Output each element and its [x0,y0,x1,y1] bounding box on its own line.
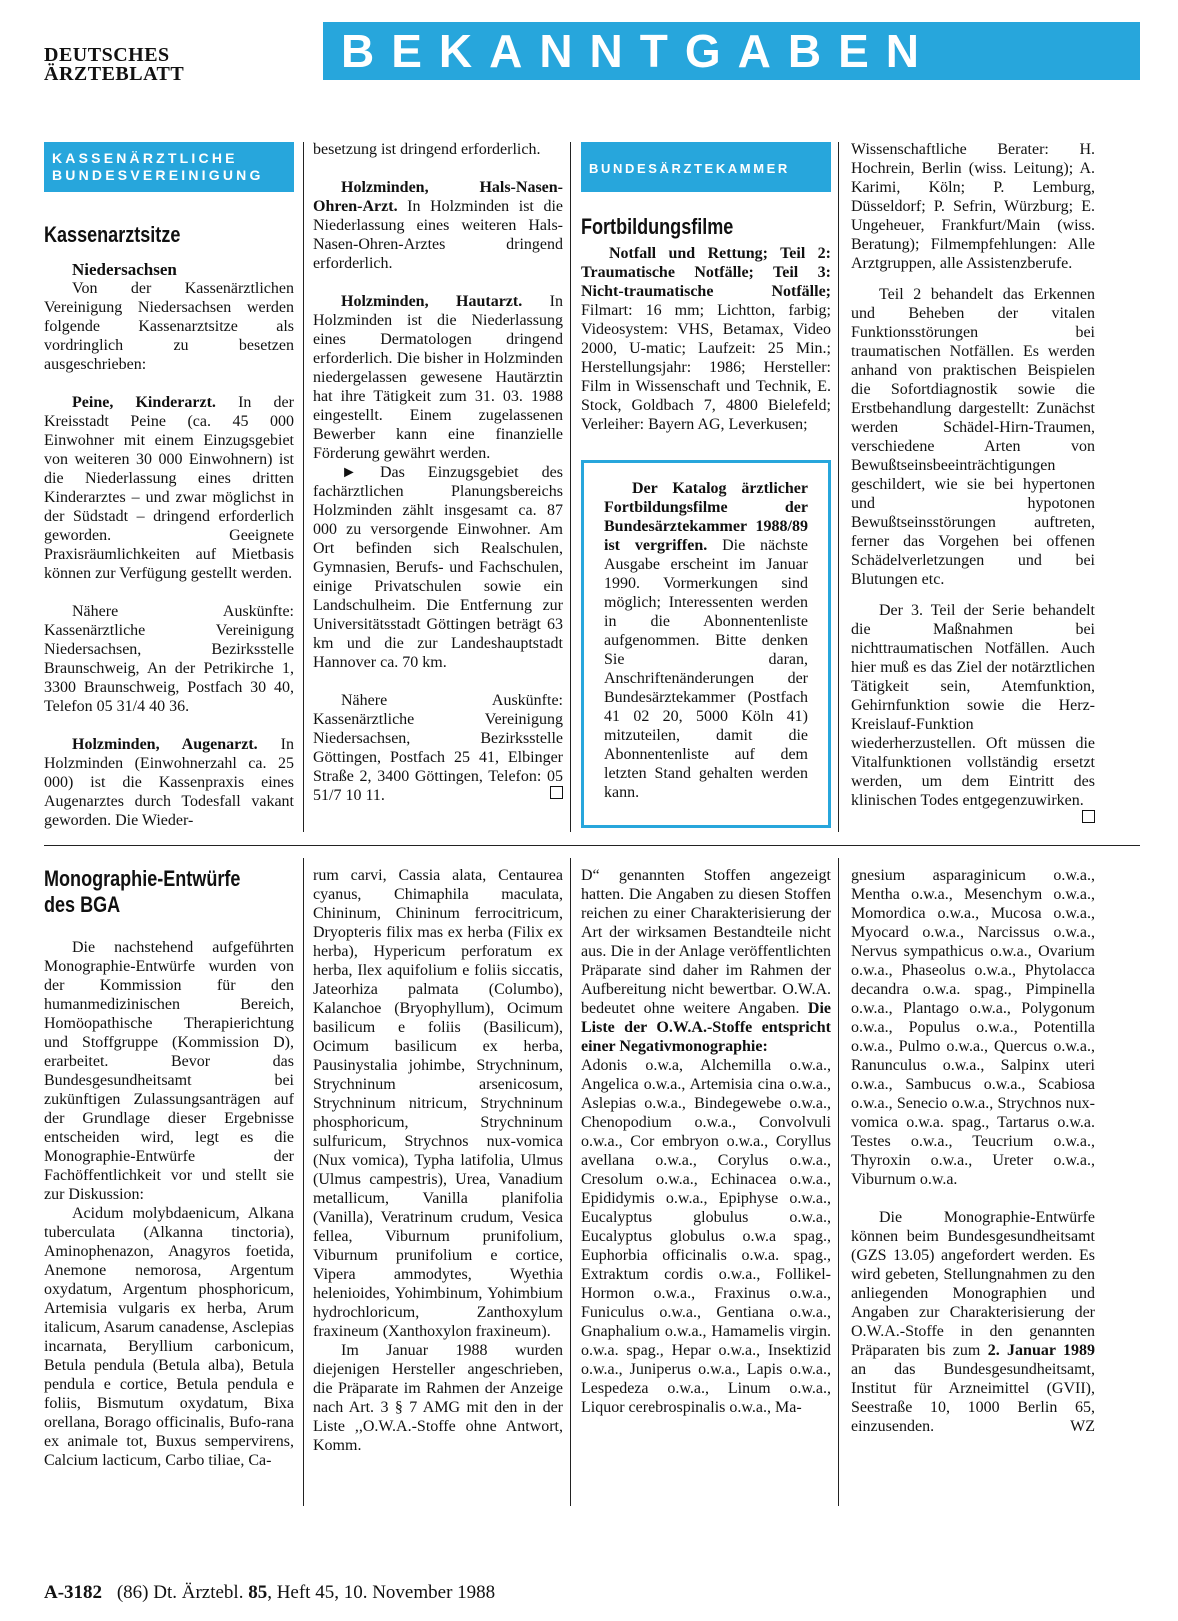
masthead-line2: ÄRZTEBLATT [44,63,185,85]
section-badge-baek [581,142,831,192]
paragraph: Im Januar 1988 wurden diejenigen Hersteller angeschrieben, die Präparate im Rahmen der Anzeige nach Art. 3 § 7 AMG mit den in der Liste ,,O.W.A.-Stoffe ohne Antwort, Komm. [313,1342,563,1454]
masthead-line1: DEUTSCHES [44,44,170,66]
article-monographie-col4 [851,866,1095,1436]
paragraph: besetzung ist dringend erforderlich. [313,141,541,158]
paragraph: Wissenschaftliche Berater: H. Hochrein, Berlin (wiss. Leitung); A. Karimi, Köln; P. Lemburg, Düsseldorf; P. Sefrin, Würzburg; E. Ungeheuer, Frankfurt/Main (wiss. Beratung); Filmempfehlungen: Alle Arztgruppen, alle Assistenzberufe. [851,141,1095,272]
article-kassenarztsitze [44,222,294,830]
paragraph [581,866,831,1056]
badge-line1: KASSENÄRZTLICHE [52,150,238,166]
masthead-logo [44,46,184,84]
section-badge-kbv [44,142,294,192]
lead-text: Peine, Kinderarzt. [72,394,216,411]
footer-journal: (86) Dt. Ärztebl. [116,1582,244,1603]
article-heading-line2: des BGA [44,892,121,917]
column-rule [303,858,304,1506]
article-heading: Monographie-Entwürfe [44,866,241,891]
column-rule [838,142,839,832]
lead-text: 2. Januar 1989 [987,1342,1096,1359]
paragraph [313,178,563,273]
body-text: In Holzminden (Einwohnerzahl ca. 25 000) ist die Kassenpraxis eines Augenarztes durch Todesfall vakant geworden. Die Wieder- [44,736,294,829]
lead-text: Die Liste der O.W.A.-Stoffe entspricht einer Negativmonographie: [581,1000,831,1055]
paragraph [313,691,563,805]
section-banner [323,22,1140,80]
body-text: Filmart: 16 mm; Lichtton, farbig; Videosystem: VHS, Betamax, Video 2000, U-matic; Laufzeit: 25 Min.; Herstellungsjahr: 1986; Hersteller: Film in Wissenschaft und Technik, E. Stock, Goldbach 7, 4800 Bielefeld; Verleiher: Bayern AG, Leverkusen; [581,302,831,433]
paragraph [44,393,294,583]
paragraph: Von der Kassenärztlichen Vereinigung Niedersachsen werden folgende Kassenarztsitze als vordringlich zu besetzen ausgeschrieben: [44,280,294,373]
paragraph [313,292,563,463]
article-monographie-col2 [313,866,563,1455]
paragraph: ► Das Einzugsgebiet des fachärztlichen Planungsbereichs Holzminden zählt insgesamt ca. 87 000 zu versorgende Einwohner. Am Ort befinden sich Realschulen, Gymnasien, Berufs- und Fachschulen, einige Privatschulen sowie ein Landschulheim. Die Entfernung zur Universitätsstadt Göttingen beträgt 63 km und die zur Landeshauptstadt Hannover ca. 70 km. [313,464,563,671]
column-rule [570,142,571,832]
article-heading: Kassenarztsitze [44,222,181,247]
article-heading: Fortbildungsfilme [581,214,734,239]
body-text: D“ genannten Stoffen angezeigt hatten. Die Angaben zu diesen Stoffen reichen zu einer Charakterisierung der Art der wirksamen Bestandteile nicht aus. Die in der Anlage veröffentlichten Präparate sind daher im Rahmen der Aufbereitung nicht bewertbar. O.W.A. bedeutet ohne weitere Angaben. [581,867,831,1017]
paragraph [44,735,294,830]
article-fortbildungsfilme [581,214,831,434]
body-text: Der 3. Teil der Serie behandelt die Maßnahmen bei nichttraumatischen Notfällen. Auch hier muß es das Ziel der notärztlichen Tätigkeit sein, Atemfunktion, Gehirnfunktion sowie die Herz-Kreislauf-Funktion wiederherzustellen. Oft müssen die Vitalfunktionen vollständig ersetzt werden, um dem Eintritt des klinischen Todes entgegenzuwirken. [851,602,1095,809]
body-text: Nähere Auskünfte: Kassenärztliche Vereinigung Niedersachsen, Bezirksstelle Göttingen, Postfach 25 41, Elbinger Straße 2, 3400 Göttingen, Telefon: 05 51/7 10 11. [313,692,563,804]
lead-text: Holzminden, Hautarzt. [341,293,523,310]
body-text: In der Kreisstadt Peine (ca. 45 000 Einwohner mit einem Einzugsgebiet von weiteren 30 000 Einwohnern) ist die Niederlassung eines dritten Kinderarztes – und zwar möglichst in der Südstadt – dringend erforderlich geworden. Geeignete Praxisräumlichkeiten auf Mietbasis können zur Verfügung gestellt werden. [44,394,294,582]
paragraph [851,601,1095,810]
katalog-notice-box [581,460,831,828]
substance-list: Adonis o.w.a, Alchemilla o.w.a., Angelica o.w.a., Artemisia cina o.w.a., Aslepias o.w.a., Bindegewebe o.w.a., Chenopodium o.w.a., Convolvuli o.w.a., Cor embryon o.w.a., Coryllus avellana o.w.a., Corylus o.w.a., Cresolum o.w.a., Echinacea o.w.a., Epididymis o.w.a., Epiphyse o.w.a., Eucalyptus globulus o.w.a., Eucalyptus globulus o.w.a spag., Euphorbia officinalis o.w.a. spag., Extraktum cordis o.w.a., Follikel-Hormon o.w.a., Fraxinus o.w.a., Funiculus o.w.a., Gentiana o.w.a., Gnaphalium o.w.a., Hamamelis virgin. o.w.a. spag., Hepar o.w.a., Insektizid o.w.a., Juniperus o.w.a., Lapis o.w.a., Lespedeza o.w.a., Linum o.w.a., Liquor cerebrospinalis o.w.a., Ma- [581,1057,831,1416]
paragraph [851,1208,1095,1436]
lead-text: Holzminden, Hals-Nasen-Ohren-Arzt. [313,179,563,215]
article-monographie-col3 [581,866,831,1417]
badge-line1: BUNDESÄRZTEKAMMER [589,161,790,176]
body-text: In Holzminden ist die Niederlassung eines weiteren Hals-Nasen-Ohren-Arztes dringend erforderlich. [313,198,563,272]
footer-issue: , Heft 45, 10. November 1988 [267,1582,496,1603]
footer-volume: 85 [248,1582,268,1603]
paragraph [604,479,808,802]
article-fortbildungsfilme-cont [851,140,1095,823]
body-text: In Holzminden ist die Niederlassung eines Dermatologen dringend erforderlich. Die bisher in Holzminden niedergelassen gewesene Hautärztin hat ihre Tätigkeit zum 31. 03. 1988 eingestellt. Einem zugelassenen Bewerber kann eine finanzielle Förderung gewährt werden. [313,293,563,462]
substance-list: gnesium asparaginicum o.w.a., Mentha o.w.a., Mesenchym o.w.a., Momordica o.w.a., Mucosa o.w.a., Myocard o.w.a., Narcissus o.w.a., Nervus sympathicus o.w.a., Ovarium o.w.a., Phaseolus o.w.a., Phytolacca decandra o.w.a. spag., Pimpinella o.w.a., Plantago o.w.a., Polygonum o.w.a., Populus o.w.a., Potentilla o.w.a., Pulmo o.w.a., Quercus o.w.a., Ranunculus o.w.a., Salpinx uteri o.w.a., Sambucus o.w.a., Scabiosa o.w.a., Senecio o.w.a., Strychnos nux-vomica o.w.a. spag., Tartarus o.w.a. Testes o.w.a., Teucrium o.w.a., Thyroxin o.w.a., Ureter o.w.a., Viburnum o.w.a. [851,867,1095,1188]
substance-list: Acidum molybdaenicum, Alkana tuberculata (Alkanna tinctoria), Aminophenazon, Anagyros foetida, Anemone nemorosa, Argentum oxydatum, Argentum phosphoricum, Artemisia vulgaris ex herba, Arum italicum, Asarum canadense, Asclepias incarnata, Beryllium carbonicum, Betula pendula (Betula alba), Betula pendula e cortice, Betula pendula e foliis, Bismutum oxydatum, Bixa orellana, Borago officinalis, Bufo-rana ex animale tot, Buxus sempervirens, Calcium lacticum, Carbo tiliae, Ca- [44,1205,294,1469]
page-number: A-3182 [44,1582,103,1603]
banner-title: BEKANNTGABEN [341,25,936,77]
article-monographie-col1 [44,866,294,1470]
body-text: Die nächste Ausgabe erscheint im Januar 1990. Vormerkungen sind möglich; Interessenten werden in die Abonnentenliste aufgenommen. Bitte denken Sie daran, Anschriftenänderungen der Bundesärztekammer (Postfach 41 02 20, 5000 Köln 41) mitzuteilen, damit die Abonnentenliste auf dem letzten Stand gehalten werden kann. [604,537,809,801]
column-rule [570,858,571,1506]
paragraph [581,244,831,434]
body-text: an das Bundesgesundheitsamt, Institut für Arzneimittel (GVII), Seestraße 10, 1000 Berlin 65, einzusenden. [851,1361,1095,1435]
paragraph: Nähere Auskünfte: Kassenärztliche Vereinigung Niedersachsen, Bezirksstelle Braunschweig, An der Petrikirche 1, 3300 Braunschweig, Postfach 30 40, Telefon 05 31/4 40 36. [44,603,294,715]
lead-text: Der Katalog ärztlicher Fortbildungsfilme der Bundesärztekammer 1988/89 ist vergriffen. [604,480,808,554]
page-footer [44,1582,495,1604]
article-subheading: Niedersachsen [72,260,177,279]
author-signature: WZ [1070,1418,1095,1435]
paragraph: Teil 2 behandelt das Erkennen und Beheben der vitalen Funktionsstörungen bei traumatischen Notfällen. Es werden anhand von praktischen Beispielen die Sofortdiagnostik sowie die Erstbehandlung dargestellt: Zunächst werden Schädel-Hirn-Traumen, verschiedene Arten von Bewußtseinsbeeinträchtigungen geschildert, wie sie bei hypertonen und hypotonen Bewußtseinsstörungen auftreten, ferner das Vorgehen bei offenen Schädelverletzungen und bei Blutungen etc. [851,286,1095,588]
column-rule [838,858,839,1506]
lead-text: Holzminden, Augenarzt. [72,736,258,753]
lead-text: Notfall und Rettung; Teil 2: Traumatische Notfälle; Teil 3: Nicht-traumatische Notfälle; [581,245,831,300]
end-mark-icon [1082,810,1095,823]
section-divider [44,845,1140,846]
body-text: Die Monographie-Entwürfe können beim Bundesgesundheitsamt (GZS 13.05) angefordert werden. Es wird gebeten, Stellungnahmen zu den anliegenden Monographien und Angaben zur Charakterisierung der O.W.A.-Stoffe in den genannten Präparaten bis zum [851,1209,1095,1359]
paragraph: Die nachstehend aufgeführten Monographie-Entwürfe wurden von der Kommission für den humanmedizinischen Bereich, Homöopathische Therapierichtung und Stoffgruppe (Kommission D), erarbeitet. Bevor das Bundesgesundheitsamt bei zukünftigen Zulassungsanträgen auf der Grundlage dieser Ergebnisse entscheiden wird, legt es die Monographie-Entwürfe der Fachöffentlichkeit vor und stellt sie zur Diskussion: [44,939,294,1203]
column-rule [303,142,304,832]
badge-line2: BUNDESVEREINIGUNG [52,167,264,183]
article-kassenarztsitze-cont [313,140,563,805]
substance-list: rum carvi, Cassia alata, Centaurea cyanus, Chimaphila maculata, Chininum, Chininum ferrocitricum, Dryopteris filix mas ex herba (Filix ex herba), Hypericum perforatum ex herba, Ilex aquifolium e foliis siccatis, Jateorhiza palmata (Columbo), Kalanchoe (Bryophyllum), Ocimum basilicum e foliis (Basilicum), Ocimum basilicum ex herba, Pausinystalia johimbe, Strychninum, Strychninum arsenicosum, Strychninum nitricum, Strychninum phosphoricum, Strychninum sulfuricum, Strychnos nux-vomica (Nux vomica), Typha latifolia, Ulmus (Ulmus campestris), Urea, Vanadium metallicum, Vanilla planifolia (Vanilla), Veratrinum crudum, Vesica fellea, Viburnum prunifolium, Viburnum prunifolium e cortice, Vipera ammodytes, Wyethia helenioides, Yohimbinum, Yohimbium hydrochloricum, Zanthoxylum fraxineum (Xanthoxylon fraxineum). [313,867,563,1340]
end-mark-icon [550,786,563,799]
